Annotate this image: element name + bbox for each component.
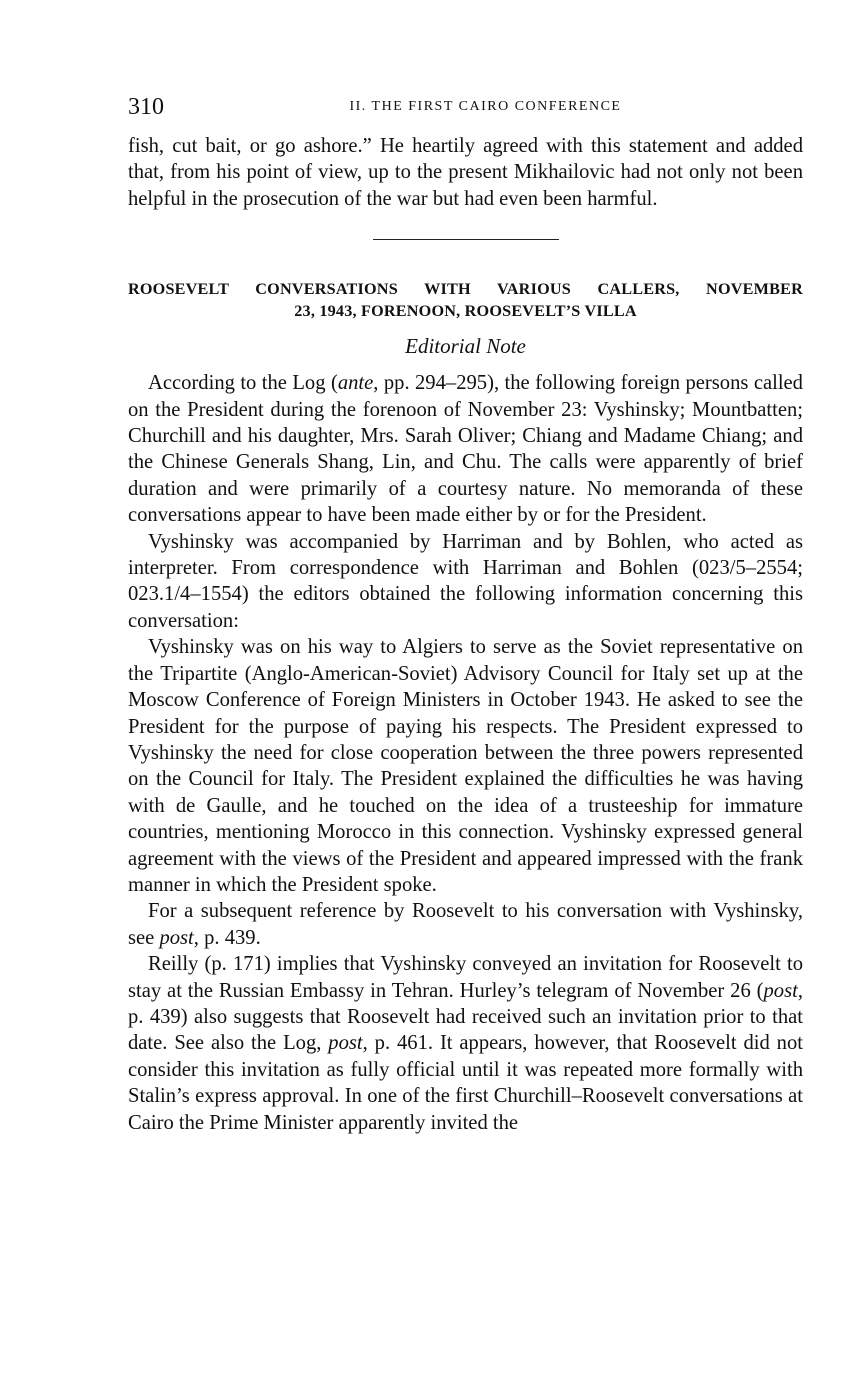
italic-post: post xyxy=(159,926,194,949)
document-page xyxy=(128,92,803,1136)
section-divider xyxy=(373,239,559,240)
page-number: 310 xyxy=(128,94,164,120)
italic-post: post xyxy=(328,1032,363,1055)
editorial-note-heading: Editorial Note xyxy=(405,334,526,359)
text-segment: , p. 439. xyxy=(193,926,261,949)
section-heading-line-2: 23, 1943, FORENOON, ROOSEVELT’S VILLA xyxy=(294,302,637,321)
running-header xyxy=(128,92,803,126)
paragraph-vyshinsky-interpreter: Vyshinsky was accompanied by Harriman and by Bohlen, who acted as interpreter. From correspondence with Harriman and Bohlen (023/5–2554; 023.1/4–1554) the editors obtained the following information concerning this conversation: xyxy=(128,530,803,632)
paragraph-reilly-invitation xyxy=(128,951,803,1136)
italic-post: post xyxy=(763,979,798,1002)
paragraph-subsequent-reference xyxy=(128,898,803,951)
text-segment: , p. 439) also suggests that Roosevelt had received such an invitation prior to that date. See also the Log, xyxy=(128,979,803,1055)
text-segment: , pp. 294–295), the following foreign persons called on the President during the forenoon of November 23: Vyshinsky; Mountbatten; Churchill and his daughter, Mrs. Sarah Oliver; Chiang and Madame Chiang; and the Chinese Generals Shang, Lin, and Chu. The calls were apparently of brief duration and were primarily of a courtesy nature. No memoranda of these conversations appear to have been made either by or for the President. xyxy=(128,372,803,527)
paragraph-vyshinsky-algiers: Vyshinsky was on his way to Algiers to serve as the Soviet representative on the Tripartite (Anglo-American-Soviet) Advisory Council for Italy set up at the Moscow Conference of Foreign Ministers in October 1943. He asked to see the President for the purpose of paying his respects. The President expressed to Vyshinsky the need for close cooperation between the three powers represented on the Council for Italy. The President explained the difficulties he was having with de Gaulle, and he touched on the idea of a trusteeship for immature countries, mentioning Morocco in this connection. Vyshinsky expressed general agreement with the views of the President and appeared impressed with the frank manner in which the President spoke. xyxy=(128,636,803,896)
text-segment: , p. 461. It appears, however, that Roosevelt did not consider this invitation as fully official until it was repeated more formally with Stalin’s express approval. In one of the first Churchill–Roosevelt conversations at Cairo the Prime Minister apparently invited the xyxy=(128,1032,803,1134)
section-heading-line-1: ROOSEVELT CONVERSATIONS WITH VARIOUS CALLERS, NOVEMBER xyxy=(128,280,803,299)
body-text xyxy=(128,370,803,1136)
italic-ante: ante xyxy=(337,372,374,395)
text-segment: For a subsequent reference by Roosevelt to his conversation with Vyshinsky, see xyxy=(128,900,803,949)
paragraph-log-callers xyxy=(128,370,803,528)
text-segment: According to the Log ( xyxy=(148,372,338,395)
running-title: II. THE FIRST CAIRO CONFERENCE xyxy=(349,99,622,114)
section-heading xyxy=(128,278,803,322)
opening-paragraph: fish, cut bait, or go ashore.” He heartily agreed with this statement and added that, from his point of view, up to the present Mikhailovic had not only not been helpful in the prosecution of the war but had even been harmful. xyxy=(128,135,803,210)
text-segment: Reilly (p. 171) implies that Vyshinsky conveyed an invitation for Roosevelt to stay at the Russian Embassy in Tehran. Hurley’s telegram of November 26 ( xyxy=(128,953,803,1002)
